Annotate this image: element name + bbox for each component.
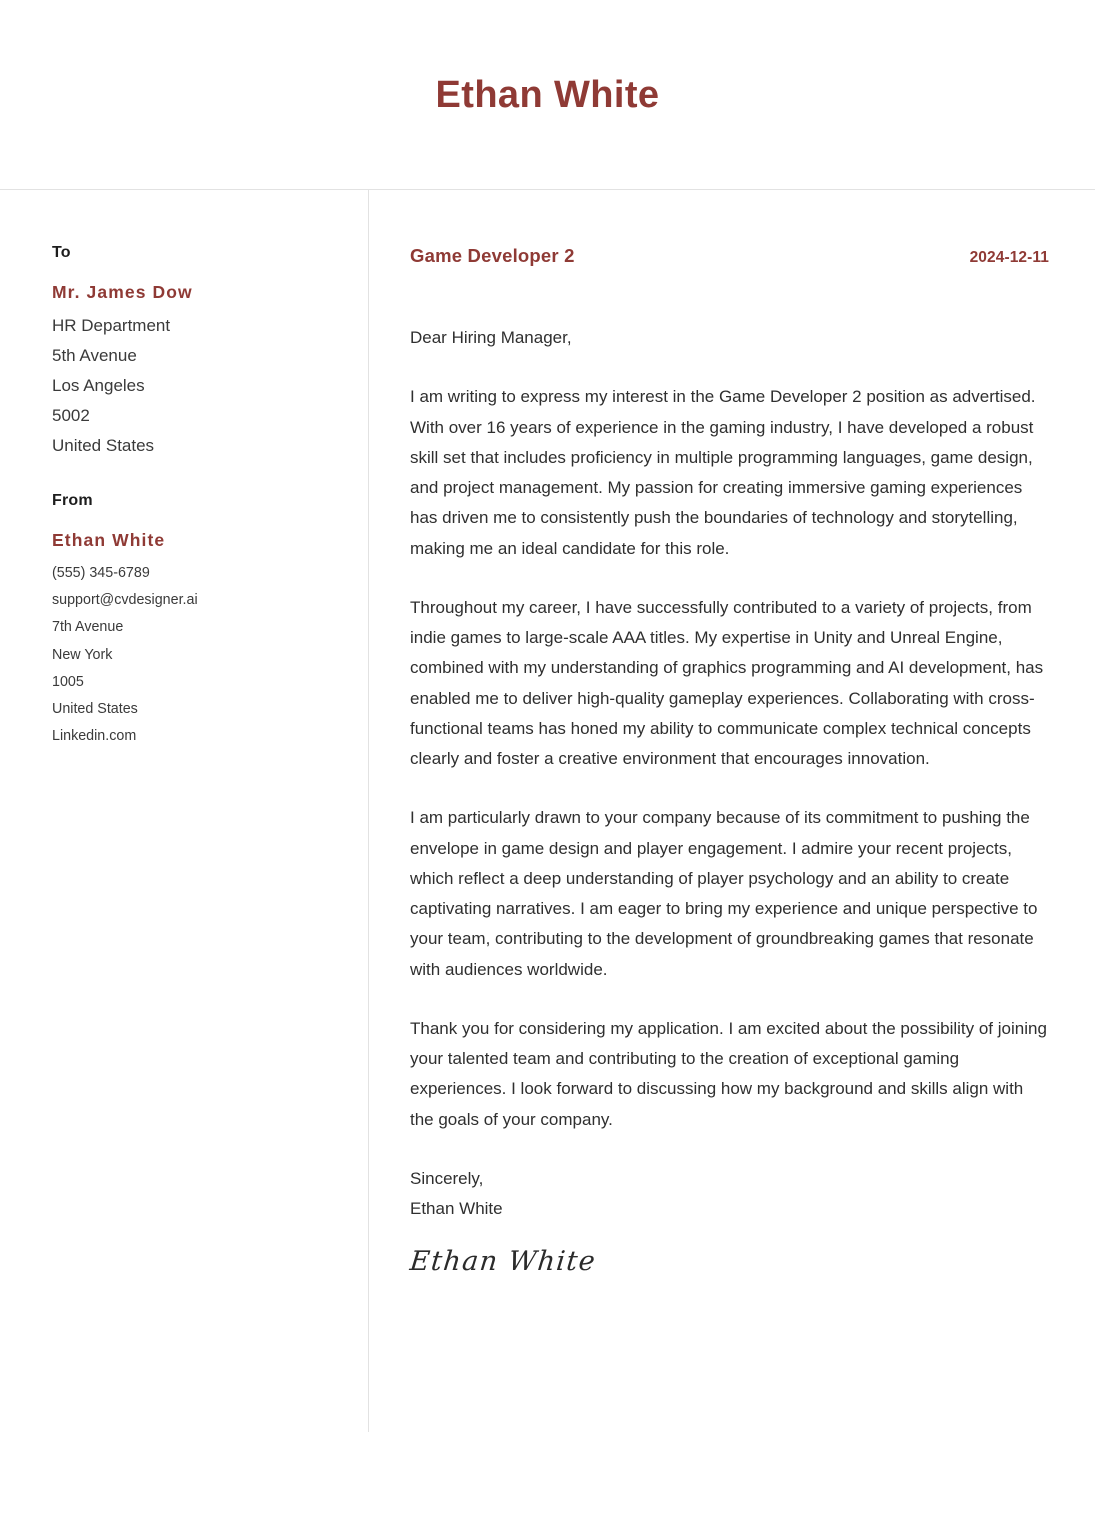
sender-email: support@cvdesigner.ai [52,592,198,609]
sender-line: 1005 [52,673,84,690]
letter-content [369,190,1095,1279]
letter-paragraph: I am particularly drawn to your company because of its commitment to pushing the envelope in game design and player engagement. I admire your recent projects, which reflect a deep understanding of player psychology and an ability to create captivating narratives. I am eager to bring my experience and unique perspective to your team, contributing to the development of groundbreaking games that resonate with audiences worldwide. [410,808,1038,979]
sender-phone: (555) 345-6789 [52,565,150,582]
recipient-line: HR Department [52,316,171,336]
sender-block [52,492,328,750]
recipient-name: Mr. James Dow [52,282,193,302]
document-header [0,0,1095,190]
closing-salutation: Sincerely, [410,1168,484,1188]
sidebar [0,190,368,750]
sender-linkedin: Linkedin.com [52,727,137,744]
letter-closing [410,1164,1049,1225]
signature: Ethan White [408,1246,598,1278]
recipient-block [52,244,328,461]
job-title: Game Developer 2 [410,245,575,266]
sender-details [52,560,328,750]
sender-line: United States [52,700,138,717]
letter-date: 2024-12-11 [969,249,1049,266]
page-title: Ethan White [435,73,660,116]
sender-line: 7th Avenue [52,619,124,636]
recipient-line: Los Angeles [52,376,145,396]
to-label: To [52,244,71,261]
closing-name: Ethan White [410,1199,503,1218]
recipient-line: United States [52,435,155,455]
recipient-line: 5002 [52,405,90,425]
recipient-line: 5th Avenue [52,346,137,366]
letter-header [410,245,1049,267]
sender-name: Ethan White [52,529,166,550]
letter-paragraph: I am writing to express my interest in the Game Developer 2 position as advertised. With over 16 years of experience in the gaming industry, I have developed a robust skill set that includes proficiency in multiple programming languages, game design, and project management. My passion for creating immersive gaming experiences has driven me to consistently push the boundaries of technology and storytelling, making me an ideal candidate for this role. [410,387,1036,558]
sender-line: New York [52,646,113,663]
document-body [0,190,1095,1432]
recipient-details [52,311,328,461]
salutation: Dear Hiring Manager, [410,328,572,347]
letter-paragraph: Thank you for considering my application. I am excited about the possibility of joining your talented team and contributing to the creation of exceptional gaming experiences. I look forward to discussing how my background and skills align with the goals of your company. [410,1018,1047,1129]
letter-paragraph: Throughout my career, I have successfully contributed to a variety of projects, from indie games to large-scale AAA titles. My expertise in Unity and Unreal Engine, combined with my understanding of graphics programming and AI development, has enabled me to deliver high-quality gameplay experiences. Collaborating with cross-functional teams has honed my ability to communicate complex technical concepts clearly and foster a creative environment that encourages innovation. [410,597,1044,768]
from-label: From [52,491,93,509]
